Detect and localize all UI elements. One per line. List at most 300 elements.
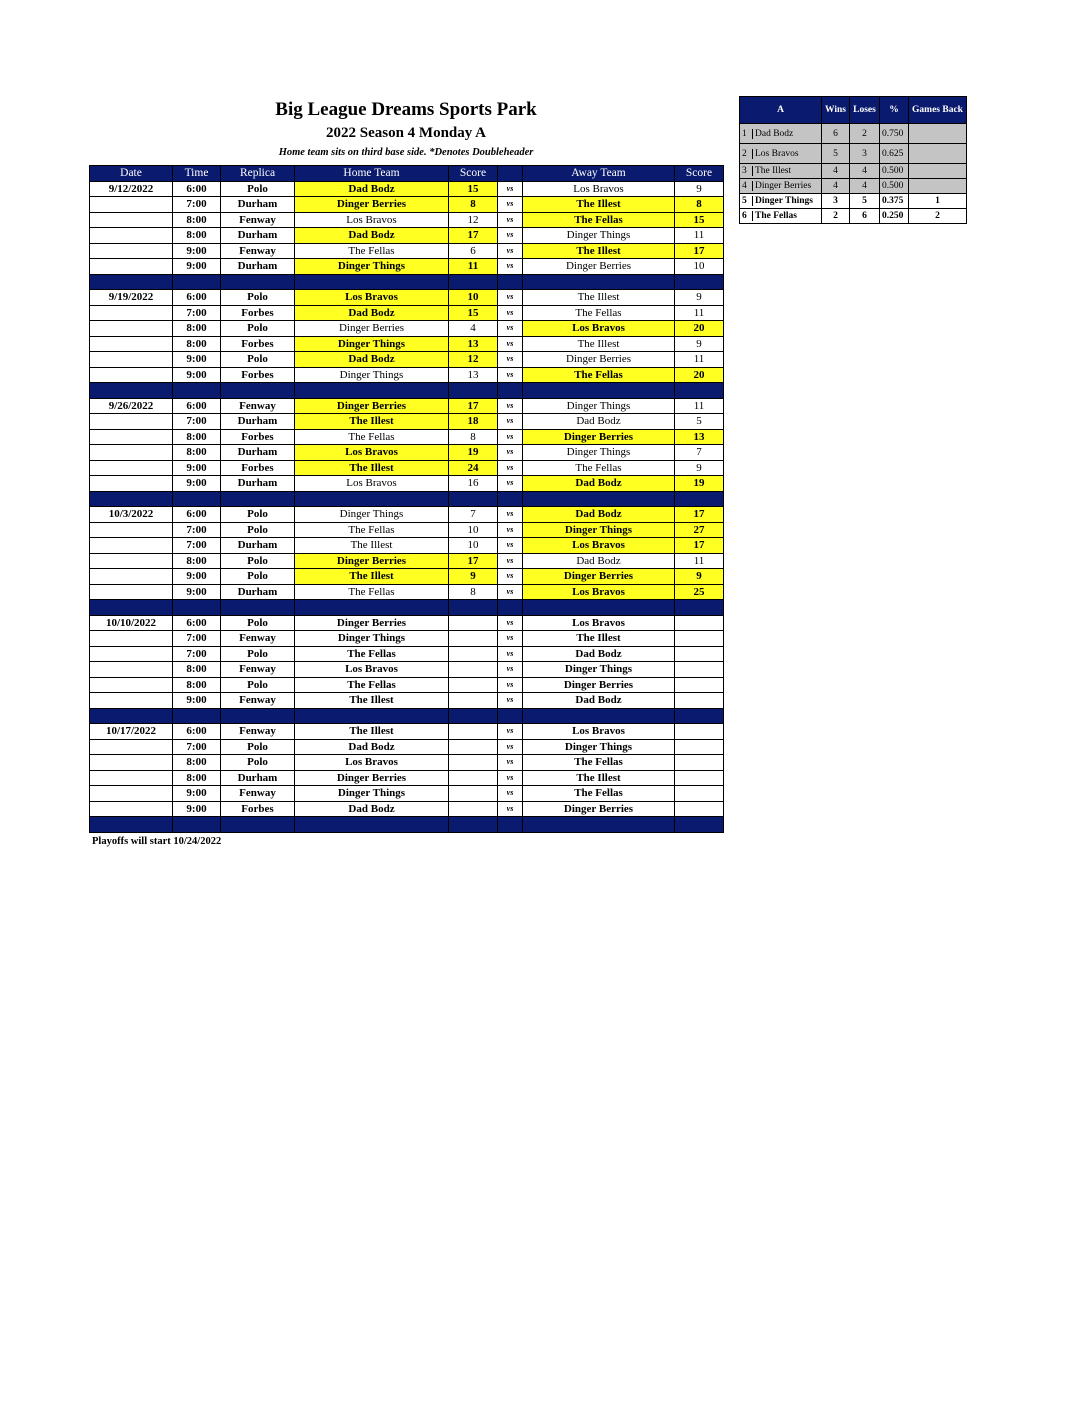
- game-date: [90, 243, 173, 259]
- standings-rank: 3: [742, 166, 753, 176]
- game-field: Durham: [221, 584, 295, 600]
- away-score: [675, 724, 724, 740]
- away-team: Dad Bodz: [523, 693, 675, 709]
- home-score: 18: [449, 414, 498, 430]
- game-row: [90, 677, 724, 693]
- separator-cell: [90, 817, 173, 833]
- away-team: Dinger Things: [523, 445, 675, 461]
- home-team: Dinger Things: [295, 367, 449, 383]
- standings-games-back: 1: [909, 194, 967, 209]
- game-field: Durham: [221, 770, 295, 786]
- game-row: [90, 445, 724, 461]
- away-team: The Illest: [523, 631, 675, 647]
- game-row: [90, 460, 724, 476]
- away-team: Dinger Berries: [523, 801, 675, 817]
- away-team: Dinger Berries: [523, 569, 675, 585]
- home-score: 10: [449, 522, 498, 538]
- vs-label: vs: [498, 538, 523, 554]
- game-row: [90, 507, 724, 523]
- game-date: [90, 336, 173, 352]
- game-time: 8:00: [173, 336, 221, 352]
- standings-team-name: Dinger Berries: [755, 181, 812, 191]
- away-score: 17: [675, 243, 724, 259]
- away-score: 19: [675, 476, 724, 492]
- separator-cell: [90, 708, 173, 724]
- game-date: [90, 228, 173, 244]
- separator-cell: [295, 491, 449, 507]
- standings-rank: 4: [742, 181, 753, 191]
- separator-cell: [221, 817, 295, 833]
- game-time: 7:00: [173, 305, 221, 321]
- vs-label: vs: [498, 445, 523, 461]
- game-time: 8:00: [173, 755, 221, 771]
- game-row: [90, 538, 724, 554]
- game-date: [90, 429, 173, 445]
- game-row: [90, 770, 724, 786]
- standings-wins: 4: [822, 164, 850, 179]
- game-date: [90, 662, 173, 678]
- separator-cell: [675, 708, 724, 724]
- vs-label: vs: [498, 770, 523, 786]
- standings-row: [740, 144, 967, 164]
- vs-label: vs: [498, 321, 523, 337]
- home-score: [449, 801, 498, 817]
- game-field: Forbes: [221, 460, 295, 476]
- game-time: 8:00: [173, 677, 221, 693]
- schedule-header-row: [90, 166, 724, 182]
- game-row: [90, 724, 724, 740]
- standings-header-wins: Wins: [822, 97, 850, 124]
- separator-cell: [523, 600, 675, 616]
- away-team: Dinger Things: [523, 228, 675, 244]
- standings-row: [740, 179, 967, 194]
- game-time: 8:00: [173, 770, 221, 786]
- home-team: The Illest: [295, 538, 449, 554]
- standings-rank: 1: [742, 129, 753, 139]
- vs-label: vs: [498, 414, 523, 430]
- separator-cell: [675, 383, 724, 399]
- game-date: [90, 352, 173, 368]
- game-row: [90, 522, 724, 538]
- game-date: [90, 445, 173, 461]
- game-row: [90, 662, 724, 678]
- standings-team: [740, 144, 822, 164]
- game-time: 8:00: [173, 321, 221, 337]
- separator-cell: [498, 491, 523, 507]
- standings-wins: 2: [822, 209, 850, 224]
- separator-cell: [221, 491, 295, 507]
- game-time: 8:00: [173, 212, 221, 228]
- separator-cell: [295, 274, 449, 290]
- vs-label: vs: [498, 755, 523, 771]
- game-date: [90, 460, 173, 476]
- separator-cell: [675, 600, 724, 616]
- separator-cell: [449, 274, 498, 290]
- away-score: 20: [675, 321, 724, 337]
- home-team: Dinger Things: [295, 259, 449, 275]
- standings-row: [740, 164, 967, 179]
- home-score: 8: [449, 429, 498, 445]
- vs-label: vs: [498, 507, 523, 523]
- separator-cell: [221, 600, 295, 616]
- separator-cell: [523, 383, 675, 399]
- game-row: [90, 646, 724, 662]
- game-field: Polo: [221, 352, 295, 368]
- home-team: The Fellas: [295, 522, 449, 538]
- home-team: Los Bravos: [295, 212, 449, 228]
- home-team: The Illest: [295, 569, 449, 585]
- separator-cell: [221, 274, 295, 290]
- away-score: 27: [675, 522, 724, 538]
- game-time: 8:00: [173, 553, 221, 569]
- home-score: 10: [449, 538, 498, 554]
- away-score: 11: [675, 352, 724, 368]
- away-score: [675, 755, 724, 771]
- game-date: [90, 212, 173, 228]
- game-date: [90, 770, 173, 786]
- week-separator: [90, 600, 724, 616]
- game-field: Forbes: [221, 305, 295, 321]
- standings-header-loses: Loses: [850, 97, 880, 124]
- game-date: [90, 259, 173, 275]
- away-score: [675, 662, 724, 678]
- vs-label: vs: [498, 460, 523, 476]
- standings-body: [740, 124, 967, 224]
- vs-label: vs: [498, 212, 523, 228]
- standings-header-games-back: Games Back: [909, 97, 967, 124]
- game-date: [90, 414, 173, 430]
- standings-team: [740, 179, 822, 194]
- game-field: Polo: [221, 739, 295, 755]
- separator-cell: [173, 600, 221, 616]
- standings-table: [739, 96, 967, 224]
- away-team: Dinger Things: [523, 662, 675, 678]
- away-score: 25: [675, 584, 724, 600]
- game-field: Polo: [221, 569, 295, 585]
- home-team: Dad Bodz: [295, 305, 449, 321]
- separator-cell: [295, 383, 449, 399]
- standings-rank: 2: [742, 149, 753, 159]
- home-score: [449, 646, 498, 662]
- standings-header-pct: %: [880, 97, 909, 124]
- standings-team-name: Dinger Things: [755, 196, 813, 206]
- standings-rank: 5: [742, 196, 753, 206]
- home-score: 16: [449, 476, 498, 492]
- game-time: 7:00: [173, 414, 221, 430]
- away-score: 11: [675, 305, 724, 321]
- game-field: Durham: [221, 445, 295, 461]
- game-time: 9:00: [173, 693, 221, 709]
- standings-wins: 6: [822, 124, 850, 144]
- game-field: Fenway: [221, 212, 295, 228]
- vs-label: vs: [498, 724, 523, 740]
- standings-row: [740, 124, 967, 144]
- away-score: [675, 615, 724, 631]
- away-score: 20: [675, 367, 724, 383]
- home-team: Dinger Things: [295, 507, 449, 523]
- game-date: 9/19/2022: [90, 290, 173, 306]
- game-row: [90, 243, 724, 259]
- home-team: Dinger Berries: [295, 553, 449, 569]
- game-date: [90, 367, 173, 383]
- game-time: 6:00: [173, 181, 221, 197]
- standings-row: [740, 209, 967, 224]
- standings-pct: 0.500: [880, 164, 909, 179]
- separator-cell: [675, 274, 724, 290]
- game-date: [90, 553, 173, 569]
- standings-games-back: [909, 179, 967, 194]
- game-time: 9:00: [173, 801, 221, 817]
- away-team: The Fellas: [523, 460, 675, 476]
- game-field: Durham: [221, 197, 295, 213]
- separator-cell: [90, 600, 173, 616]
- game-row: [90, 336, 724, 352]
- game-date: [90, 522, 173, 538]
- away-team: The Fellas: [523, 367, 675, 383]
- away-score: 5: [675, 414, 724, 430]
- game-field: Durham: [221, 414, 295, 430]
- home-score: 8: [449, 197, 498, 213]
- game-date: 9/26/2022: [90, 398, 173, 414]
- home-team: Dad Bodz: [295, 739, 449, 755]
- game-field: Fenway: [221, 662, 295, 678]
- home-score: 12: [449, 212, 498, 228]
- vs-label: vs: [498, 801, 523, 817]
- away-score: 10: [675, 259, 724, 275]
- game-row: [90, 305, 724, 321]
- separator-cell: [90, 383, 173, 399]
- game-time: 9:00: [173, 584, 221, 600]
- game-time: 9:00: [173, 460, 221, 476]
- away-score: [675, 770, 724, 786]
- game-date: 10/10/2022: [90, 615, 173, 631]
- game-field: Fenway: [221, 398, 295, 414]
- game-time: 8:00: [173, 445, 221, 461]
- home-score: [449, 662, 498, 678]
- away-score: 11: [675, 228, 724, 244]
- away-team: The Fellas: [523, 755, 675, 771]
- away-score: 11: [675, 553, 724, 569]
- away-score: 9: [675, 290, 724, 306]
- home-team: Dinger Berries: [295, 321, 449, 337]
- col-header-away-score: Score: [675, 166, 724, 182]
- away-team: The Illest: [523, 243, 675, 259]
- away-team: Dad Bodz: [523, 507, 675, 523]
- standings-team: [740, 164, 822, 179]
- away-team: The Illest: [523, 290, 675, 306]
- game-field: Fenway: [221, 693, 295, 709]
- game-row: [90, 801, 724, 817]
- game-time: 9:00: [173, 243, 221, 259]
- vs-label: vs: [498, 662, 523, 678]
- home-score: 19: [449, 445, 498, 461]
- home-team: The Fellas: [295, 677, 449, 693]
- separator-cell: [90, 491, 173, 507]
- away-team: Dinger Berries: [523, 352, 675, 368]
- separator-cell: [498, 274, 523, 290]
- game-field: Fenway: [221, 724, 295, 740]
- standings-loses: 4: [850, 164, 880, 179]
- away-score: 9: [675, 181, 724, 197]
- game-row: [90, 615, 724, 631]
- separator-cell: [498, 383, 523, 399]
- away-score: 9: [675, 460, 724, 476]
- game-field: Forbes: [221, 801, 295, 817]
- away-team: Los Bravos: [523, 321, 675, 337]
- col-header-date: Date: [90, 166, 173, 182]
- home-team: Dinger Berries: [295, 615, 449, 631]
- game-time: 8:00: [173, 662, 221, 678]
- game-date: [90, 631, 173, 647]
- game-row: [90, 290, 724, 306]
- vs-label: vs: [498, 522, 523, 538]
- game-row: [90, 755, 724, 771]
- vs-label: vs: [498, 584, 523, 600]
- col-header-replica: Replica: [221, 166, 295, 182]
- game-row: [90, 476, 724, 492]
- separator-cell: [498, 708, 523, 724]
- col-header-away-team: Away Team: [523, 166, 675, 182]
- separator-cell: [90, 274, 173, 290]
- away-team: The Illest: [523, 336, 675, 352]
- vs-label: vs: [498, 259, 523, 275]
- away-score: 17: [675, 538, 724, 554]
- game-field: Forbes: [221, 336, 295, 352]
- separator-cell: [498, 600, 523, 616]
- game-row: [90, 631, 724, 647]
- home-team: The Illest: [295, 414, 449, 430]
- away-team: The Fellas: [523, 212, 675, 228]
- vs-label: vs: [498, 786, 523, 802]
- game-date: 10/17/2022: [90, 724, 173, 740]
- home-team: Dinger Things: [295, 336, 449, 352]
- game-date: [90, 538, 173, 554]
- game-time: 7:00: [173, 646, 221, 662]
- game-time: 8:00: [173, 228, 221, 244]
- game-date: [90, 677, 173, 693]
- home-team: The Fellas: [295, 584, 449, 600]
- game-time: 6:00: [173, 507, 221, 523]
- schedule-table: [89, 165, 724, 833]
- vs-label: vs: [498, 367, 523, 383]
- home-team: Los Bravos: [295, 476, 449, 492]
- away-team: Dinger Things: [523, 739, 675, 755]
- game-field: Fenway: [221, 243, 295, 259]
- standings-team-name: The Fellas: [755, 211, 797, 221]
- vs-label: vs: [498, 739, 523, 755]
- standings-team: [740, 124, 822, 144]
- game-row: [90, 429, 724, 445]
- home-team: Dad Bodz: [295, 352, 449, 368]
- standings-wins: 4: [822, 179, 850, 194]
- home-score: 9: [449, 569, 498, 585]
- standings-loses: 2: [850, 124, 880, 144]
- schedule-body: [90, 181, 724, 832]
- home-score: 4: [449, 321, 498, 337]
- home-team: Los Bravos: [295, 755, 449, 771]
- playoffs-note: Playoffs will start 10/24/2022: [92, 836, 222, 847]
- game-date: [90, 693, 173, 709]
- game-time: 9:00: [173, 367, 221, 383]
- game-date: [90, 584, 173, 600]
- game-time: 7:00: [173, 197, 221, 213]
- game-date: [90, 786, 173, 802]
- col-header-vs: [498, 166, 523, 182]
- game-time: 7:00: [173, 631, 221, 647]
- away-score: 9: [675, 336, 724, 352]
- game-field: Fenway: [221, 631, 295, 647]
- game-row: [90, 259, 724, 275]
- game-row: [90, 367, 724, 383]
- home-team: Dinger Things: [295, 631, 449, 647]
- game-date: [90, 569, 173, 585]
- vs-label: vs: [498, 429, 523, 445]
- separator-cell: [675, 491, 724, 507]
- vs-label: vs: [498, 305, 523, 321]
- away-score: [675, 786, 724, 802]
- separator-cell: [173, 491, 221, 507]
- vs-label: vs: [498, 677, 523, 693]
- standings-loses: 4: [850, 179, 880, 194]
- game-time: 6:00: [173, 398, 221, 414]
- game-time: 7:00: [173, 522, 221, 538]
- home-score: 13: [449, 367, 498, 383]
- game-date: 10/3/2022: [90, 507, 173, 523]
- away-score: 7: [675, 445, 724, 461]
- vs-label: vs: [498, 398, 523, 414]
- vs-label: vs: [498, 553, 523, 569]
- away-team: Dinger Berries: [523, 677, 675, 693]
- home-score: [449, 615, 498, 631]
- separator-cell: [449, 491, 498, 507]
- game-time: 6:00: [173, 724, 221, 740]
- col-header-home-team: Home Team: [295, 166, 449, 182]
- standings-team-name: Los Bravos: [755, 148, 799, 159]
- away-team: Dad Bodz: [523, 476, 675, 492]
- game-field: Durham: [221, 538, 295, 554]
- away-score: [675, 677, 724, 693]
- away-score: 17: [675, 507, 724, 523]
- home-score: [449, 739, 498, 755]
- game-row: [90, 414, 724, 430]
- game-field: Polo: [221, 290, 295, 306]
- home-score: 15: [449, 181, 498, 197]
- vs-label: vs: [498, 646, 523, 662]
- game-time: 9:00: [173, 569, 221, 585]
- home-team: Dinger Berries: [295, 398, 449, 414]
- col-header-time: Time: [173, 166, 221, 182]
- separator-cell: [173, 708, 221, 724]
- game-row: [90, 584, 724, 600]
- separator-cell: [449, 817, 498, 833]
- away-score: 13: [675, 429, 724, 445]
- game-row: [90, 181, 724, 197]
- separator-cell: [523, 274, 675, 290]
- game-row: [90, 569, 724, 585]
- standings-header-row: [740, 97, 967, 124]
- standings-games-back: [909, 164, 967, 179]
- game-date: [90, 476, 173, 492]
- vs-label: vs: [498, 476, 523, 492]
- vs-label: vs: [498, 615, 523, 631]
- away-score: 15: [675, 212, 724, 228]
- away-team: Los Bravos: [523, 538, 675, 554]
- away-team: Los Bravos: [523, 181, 675, 197]
- game-field: Polo: [221, 646, 295, 662]
- away-score: [675, 739, 724, 755]
- game-row: [90, 398, 724, 414]
- game-row: [90, 321, 724, 337]
